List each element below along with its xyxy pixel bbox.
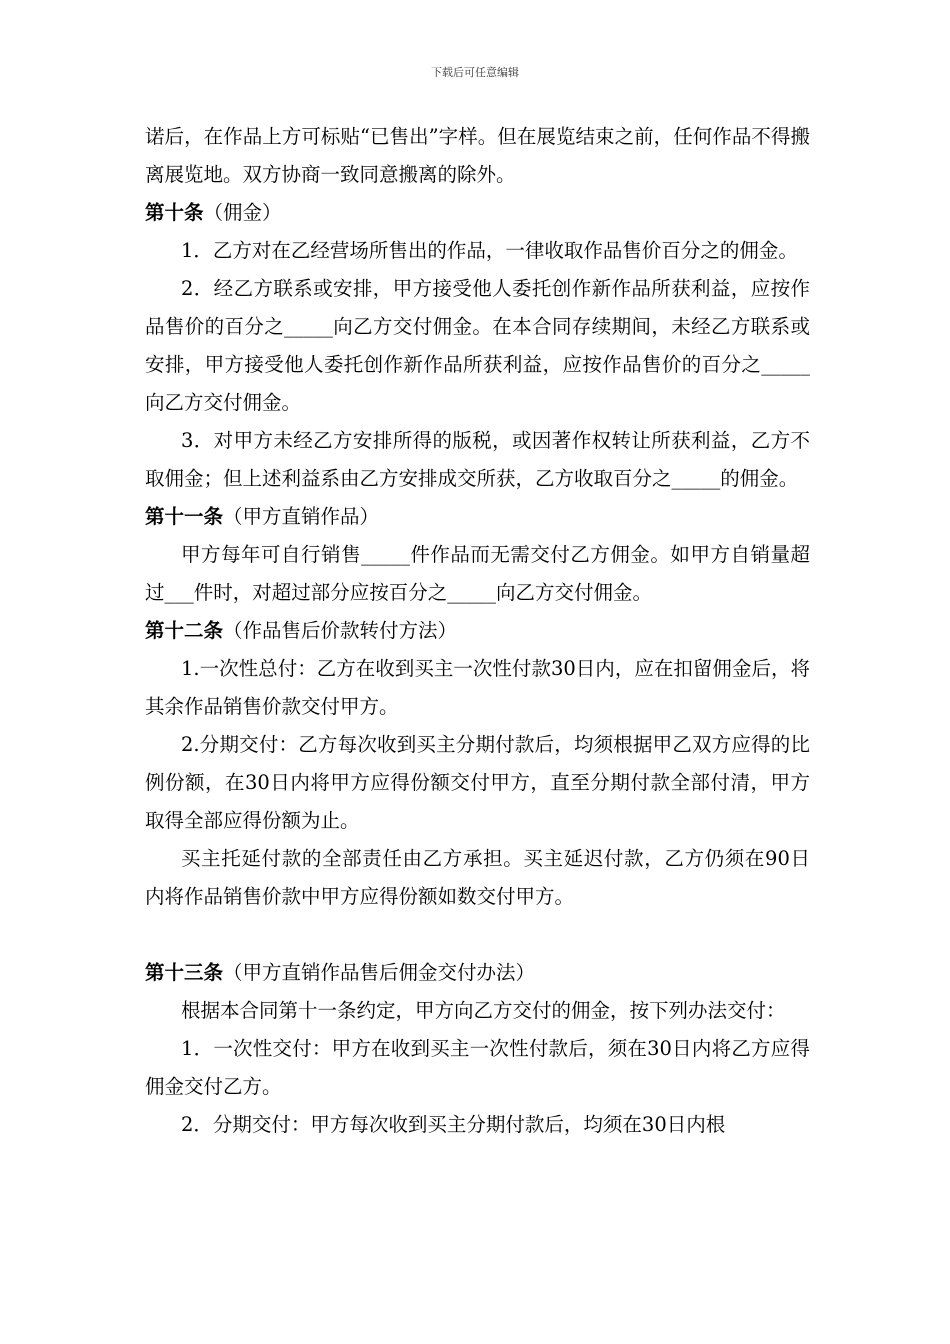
paragraph: 买主托延付款的全部责任由乙方承担。买主延迟付款，乙方仍须在90日内将作品销售价款中甲方应得份额如数交付甲方。 [145,847,810,908]
article-heading-13 [145,954,810,992]
article-title: 第十一条 [145,505,224,528]
document-body [145,118,810,1144]
article-title: 第十条 [145,201,204,224]
paragraph: 2．经乙方联系或安排，甲方接受他人委托创作新作品所获利益，应按作品售价的百分之_____向乙方交付佣金。在本合同存续期间，未经乙方联系或安排，甲方接受他人委托创作新作品所获利益，应按作品售价的百分之_____向乙方交付佣金。 [145,277,810,414]
article-title: 第十二条 [145,619,224,642]
article-heading-10 [145,194,810,232]
article-heading-11 [145,498,810,536]
paragraph: 1．乙方对在乙经营场所售出的作品，一律收取作品售价百分之的佣金。 [181,239,798,262]
article-subtitle: （甲方直销作品售后佣金交付办法） [223,961,536,984]
article-subtitle: （作品售后价款转付方法） [223,619,458,642]
paragraph: 1.一次性总付：乙方在收到买主一次性付款30日内，应在扣留佣金后，将其余作品销售价款交付甲方。 [145,657,810,718]
paragraph: 甲方每年可自行销售_____件作品而无需交付乙方佣金。如甲方自销量超过___件时，对超过部分应按百分之_____向乙方交付佣金。 [145,543,810,604]
page-header: 下载后可任意编辑 [431,66,519,79]
article-subtitle: （佣金） [203,201,282,224]
paragraph: 诺后，在作品上方可标贴“已售出”字样。但在展览结束之前，任何作品不得搬离展览地。双方协商一致同意搬离的除外。 [145,125,810,186]
article-subtitle: （甲方直销作品） [223,505,380,528]
article-heading-12 [145,612,810,650]
article-title: 第十三条 [145,961,224,984]
blank-line [145,916,810,954]
paragraph: 1．一次性交付：甲方在收到买主一次性付款后，须在30日内将乙方应得佣金交付乙方。 [145,1037,810,1098]
paragraph: 2.分期交付：乙方每次收到买主分期付款后，均须根据甲乙双方应得的比例份额，在30日内将甲方应得份额交付甲方，直至分期付款全部付清，甲方取得全部应得份额为止。 [145,733,810,832]
paragraph: 3．对甲方未经乙方安排所得的版税，或因著作权转让所获利益，乙方不取佣金；但上述利益系由乙方安排成交所获，乙方收取百分之_____的佣金。 [145,429,810,490]
paragraph: 根据本合同第十一条约定，甲方向乙方交付的佣金，按下列办法交付： [181,999,786,1022]
paragraph: 2．分期交付：甲方每次收到买主分期付款后，均须在30日内根 [181,1113,726,1136]
